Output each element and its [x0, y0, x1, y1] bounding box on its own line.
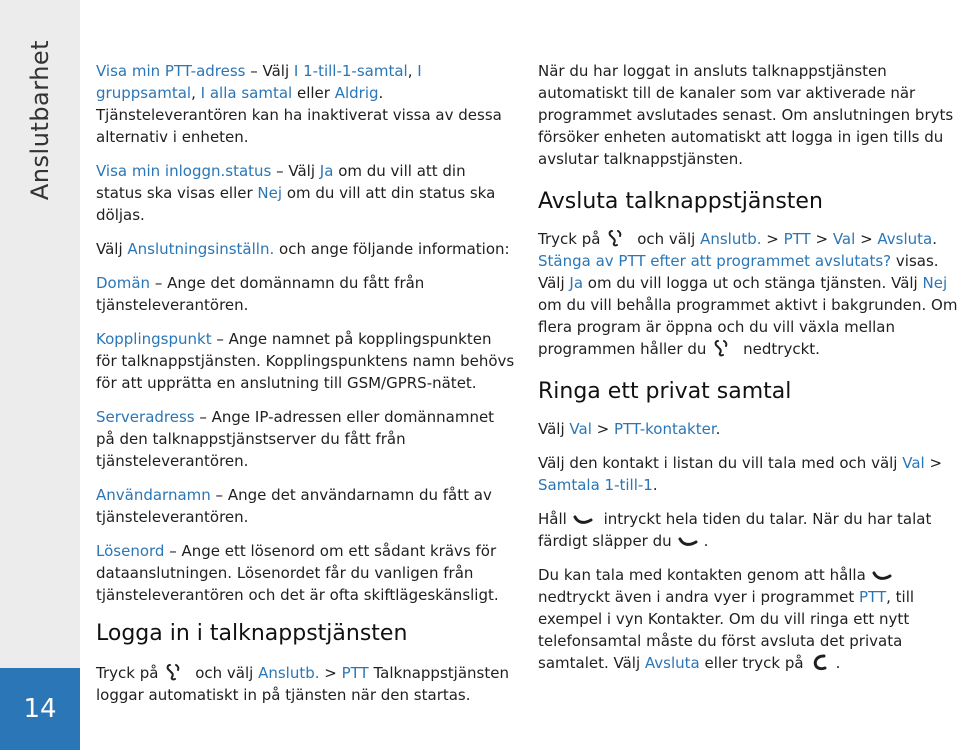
right-column: [538, 60, 958, 686]
exit-instructions: Tryck på och välj Anslutb. > PTT > Val > Avsluta. Stänga av PTT efter att programmet avslutats? visas. Välj Ja om du vill logga ut och stänga tjänsten. Välj Nej om du vill behålla programmet aktivt i bakgrunden. Om flera program är öppna och du vill växla mellan programmen håller du nedtryckt.: [538, 230, 958, 358]
private-call-step-2: Välj den kontakt i listan du vill tala med och välj Val > Samtala 1-till-1.: [538, 454, 943, 494]
setting-username: Användarnamn – Ange det användarnamn du fått av tjänsteleverantören.: [96, 486, 492, 526]
menu-key-icon: [712, 339, 732, 357]
heading-exit: Avsluta talknappstjänsten: [538, 189, 823, 214]
private-call-step-4: Du kan tala med kontakten genom att hålla nedtryckt även i andra vyer i programmet PTT, till exempel i vyn Kontakter. Om du vill ringa ett nytt telefonsamtal måste du först avsluta det privata samtalet. Välj Avsluta eller tryck på .: [538, 566, 915, 672]
call-key-icon: [573, 509, 593, 527]
heading-private-call: Ringa ett privat samtal: [538, 379, 792, 404]
auto-login-info: När du har loggat in ansluts talknappstjänsten automatiskt till de kanaler som var aktiverade när programmet avslutades senast. Om anslutningen bryts försöker enheten automatiskt att logga in igen tills du avslutar talknappstjänsten.: [538, 62, 954, 168]
chapter-title: Anslutbarhet: [26, 39, 54, 201]
setting-access-point: Kopplingspunkt – Ange namnet på kopplingspunkten för talknappstjänsten. Kopplingspunktens namn behövs för att upprätta en anslutning till GSM/GPRS-nätet.: [96, 330, 515, 392]
login-instructions: Tryck på och välj Anslutb. > PTT Talknappstjänsten loggar automatiskt in på tjänsten när den startas.: [96, 664, 509, 704]
left-column: [96, 60, 516, 718]
option-show-ptt-address: Visa min PTT-adress – Välj I 1-till-1-samtal, I gruppsamtal, I alla samtal eller Aldrig. Tjänsteleverantören kan ha inaktiverat vissa av dessa alternativ i enheten.: [96, 62, 502, 146]
option-show-login-status: Visa min inloggn.status – Välj Ja om du vill att din status ska visas eller Nej om du vill att din status ska döljas.: [96, 162, 496, 224]
setting-server-address: Serveradress – Ange IP-adressen eller domännamnet på den talknappstjänstserver du fått från tjänsteleverantören.: [96, 408, 495, 470]
setting-password: Lösenord – Ange ett lösenord om ett sådant krävs för dataanslutningen. Lösenordet får du vanligen från tjänsteleverantören och det är ofta skiftlägeskänsligt.: [96, 542, 499, 604]
private-call-step-3: Håll intryckt hela tiden du talar. När du har talat färdigt släpper du .: [538, 510, 932, 550]
end-key-icon: [810, 653, 830, 671]
connection-settings-intro: Välj Anslutningsinställn. och ange följande information:: [96, 240, 510, 258]
setting-domain: Domän – Ange det domännamn du fått från tjänsteleverantören.: [96, 274, 425, 314]
sidebar: [0, 0, 80, 750]
private-call-step-1: Välj Val > PTT-kontakter.: [538, 420, 721, 438]
call-key-icon: [872, 565, 892, 583]
page-number: 14: [0, 668, 80, 750]
heading-login: Logga in i talknappstjänsten: [96, 621, 408, 646]
menu-key-icon: [606, 229, 626, 247]
menu-key-icon: [164, 663, 184, 681]
call-key-icon: [678, 531, 698, 549]
